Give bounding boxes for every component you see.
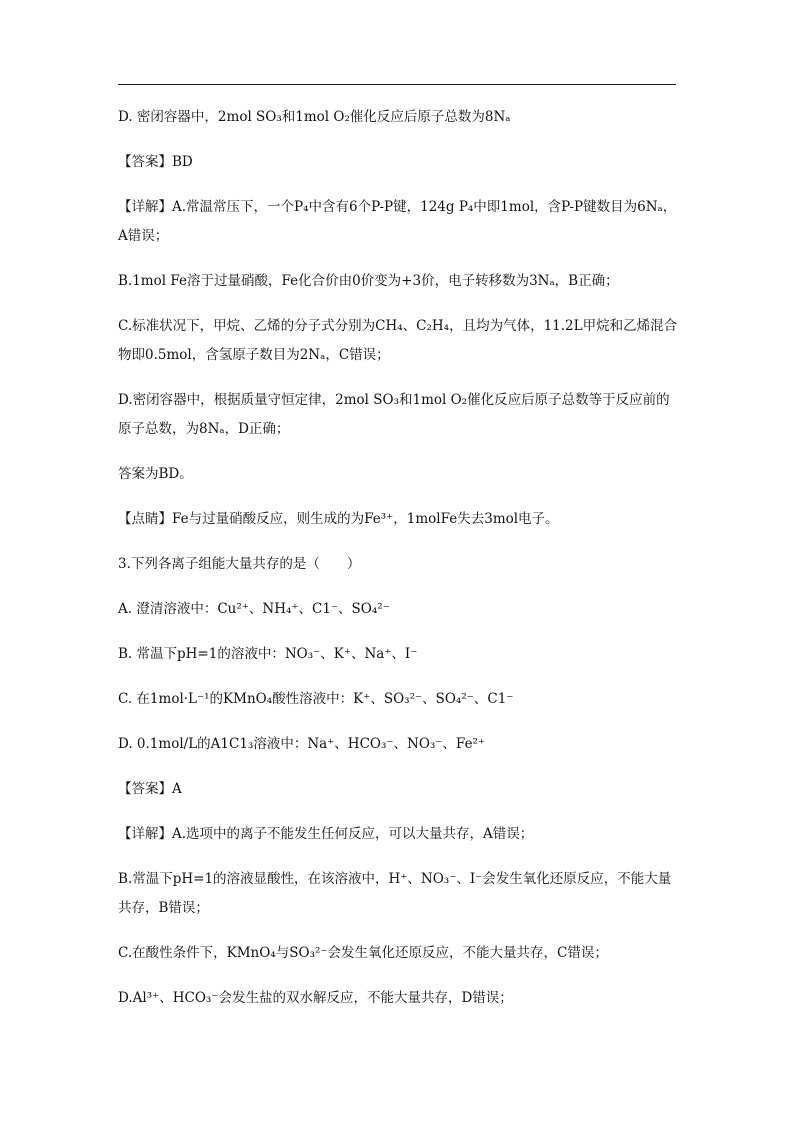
q2-option-d: D. 密闭容器中，2mol SO₃和1mol O₂催化反应后原子总数为8Nₐ [118,109,511,125]
q3-option-c: C. 在1mol·L⁻¹的KMnO₄酸性溶液中：K⁺、SO₃²⁻、SO₄²⁻、C1⁻ [118,691,514,707]
q3-option-d: D. 0.1mol/L的A1C1₃溶液中：Na⁺、HCO₃⁻、NO₃⁻、Fe²⁺ [118,736,486,752]
header-rule [118,84,676,85]
q2-explanation-a: 【详解】A.常温常压下，一个P₄中含有6个P-P键，124g P₄中即1mol，含P-P键数目为6Nₐ，A错误； [118,199,677,244]
q2-answer: 【答案】BD [118,154,193,170]
q3-explanation-a: 【详解】A.选项中的离子不能发生任何反应，可以大量共存，A错误； [118,826,534,842]
q2-key-point: 【点睛】Fe与过量硝酸反应，则生成的为Fe³⁺，1molFe失去3mol电子。 [118,511,559,527]
q3-answer: 【答案】A [118,781,182,797]
q3-option-b: B. 常温下pH=1的溶液中：NO₃⁻、K⁺、Na⁺、I⁻ [118,646,418,662]
q2-explanation-d: D.密闭容器中，根据质量守恒定律，2mol SO₃和1mol O₂催化反应后原子总数等于反应前的原子总数，为8Nₐ，D正确； [118,392,670,437]
q2-explanation-b: B.1mol Fe溶于过量硝酸，Fe化合价由0价变为+3价，电子转移数为3Nₐ，B正确； [118,273,619,289]
q3-explanation-b: B.常温下pH=1的溶液显酸性，在该溶液中，H⁺、NO₃⁻、I⁻会发生氧化还原反应，不能大量共存，B错误； [118,871,672,916]
q3-option-a: A. 澄清溶液中：Cu²⁺、NH₄⁺、C1⁻、SO₄²⁻ [118,601,390,617]
q3-explanation-d: D.Al³⁺、HCO₃⁻会发生盐的双水解反应，不能大量共存，D错误； [118,990,513,1006]
q2-summary: 答案为BD。 [118,466,193,482]
document-page [118,103,678,1013]
q3-explanation-c: C.在酸性条件下，KMnO₄与SO₃²⁻会发生氧化还原反应，不能大量共存，C错误； [118,945,608,961]
q3-stem: 3.下列各离子组能大量共存的是（ ） [118,556,361,572]
q2-explanation-c: C.标准状况下，甲烷、乙烯的分子式分别为CH₄、C₂H₄，且均为气体，11.2L甲烷和乙烯混合物即0.5mol，含氢原子数目为2Nₐ，C错误； [118,318,678,363]
